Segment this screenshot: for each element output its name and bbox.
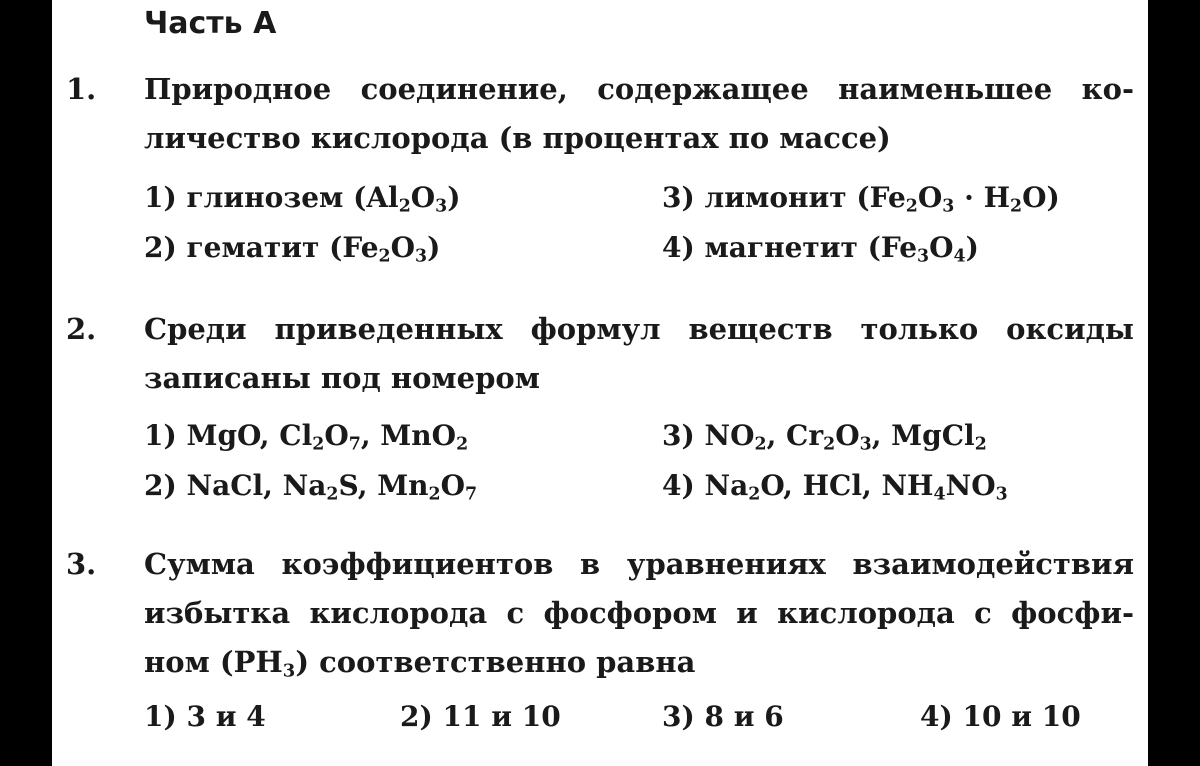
question-2-option-3: 3) $NO_2$, $Cr_2O_3$, MgCl$_2$ (662, 419, 987, 455)
question-2-line-1: Среди приведенных формул веществ только оксиды (144, 312, 1134, 346)
question-2-number: 2. (66, 312, 97, 346)
question-1-option-1: 1) глинозем $(Al_2O_3)$ (144, 181, 461, 217)
question-1-line-1: Природное соединение, содержащее наименьшее ко- (144, 72, 1134, 106)
question-3-option-1: 1) 3 и 4 (144, 700, 266, 733)
question-3-option-2: 2) 11 и 10 (400, 700, 561, 733)
question-1-option-3: 3) лимонит $(Fe_2O_3 \cdot H_2O)$ (662, 181, 1060, 217)
question-1-option-4: 4) магнетит $(Fe_3O_4)$ (662, 231, 979, 267)
question-1-line-2: личество кислорода (в процентах по массе) (144, 121, 891, 155)
question-3-option-3: 3) 8 и 6 (662, 700, 784, 733)
worksheet-page (52, 0, 1148, 766)
question-2-option-1: 1) MgO, $Cl_2O_7$, MnO$_2$ (144, 419, 469, 455)
question-3-line-2: избытка кислорода с фосфором и кислорода с фосфи- (144, 596, 1134, 630)
question-2-option-2: 2) NaCl, $Na_2S$, $Mn_2O_7$ (144, 469, 478, 505)
question-1-number: 1. (66, 72, 97, 106)
question-2-line-2: записаны под номером (144, 361, 540, 395)
question-3-line-3: ном $(PH_3)$ соответственно равна (144, 645, 696, 682)
question-3-line-1: Сумма коэффициентов в уравнениях взаимодействия (144, 547, 1134, 581)
question-1-option-2: 2) гематит $(Fe_2O_3)$ (144, 231, 441, 267)
question-3-number: 3. (66, 547, 97, 581)
part-title: Часть А (144, 6, 277, 41)
question-3-option-4: 4) 10 и 10 (920, 700, 1081, 733)
question-2-option-4: 4) $Na_2O$, HCl, $NH_4NO_3$ (662, 469, 1008, 505)
